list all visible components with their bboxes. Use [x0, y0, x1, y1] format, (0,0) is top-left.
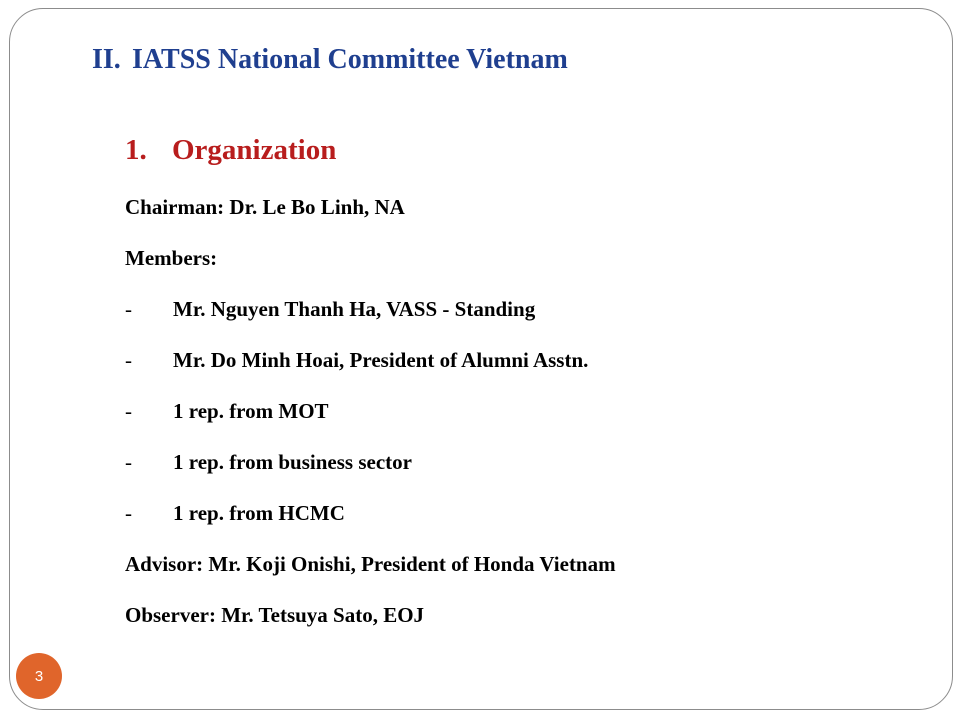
chairman-line: Chairman: Dr. Le Bo Linh, NA [125, 195, 405, 219]
member-item [125, 501, 345, 526]
section-heading [92, 44, 568, 76]
dash-bullet: - [125, 399, 132, 423]
dash-bullet: - [125, 450, 132, 474]
dash-bullet: - [125, 501, 132, 525]
member-text: 1 rep. from HCMC [173, 501, 345, 525]
section-title: IATSS National Committee Vietnam [132, 44, 568, 75]
dash-bullet: - [125, 348, 132, 372]
observer-line: Observer: Mr. Tetsuya Sato, EOJ [125, 603, 425, 627]
dash-bullet: - [125, 297, 132, 321]
subsection-title: Organization [172, 134, 337, 166]
page-number-badge: 3 [16, 653, 62, 699]
subsection-number: 1. [125, 134, 147, 166]
member-item [125, 297, 535, 322]
member-text: Mr. Do Minh Hoai, President of Alumni Asstn. [173, 348, 589, 372]
advisor-line: Advisor: Mr. Koji Onishi, President of Honda Vietnam [125, 552, 616, 576]
member-text: 1 rep. from MOT [173, 399, 329, 423]
member-item [125, 348, 588, 373]
member-item [125, 450, 412, 475]
member-text: Mr. Nguyen Thanh Ha, VASS - Standing [173, 297, 536, 321]
member-item [125, 399, 329, 424]
subsection-heading [125, 134, 336, 167]
section-number: II. [92, 44, 121, 75]
member-text: 1 rep. from business sector [173, 450, 412, 474]
members-label: Members: [125, 246, 218, 270]
